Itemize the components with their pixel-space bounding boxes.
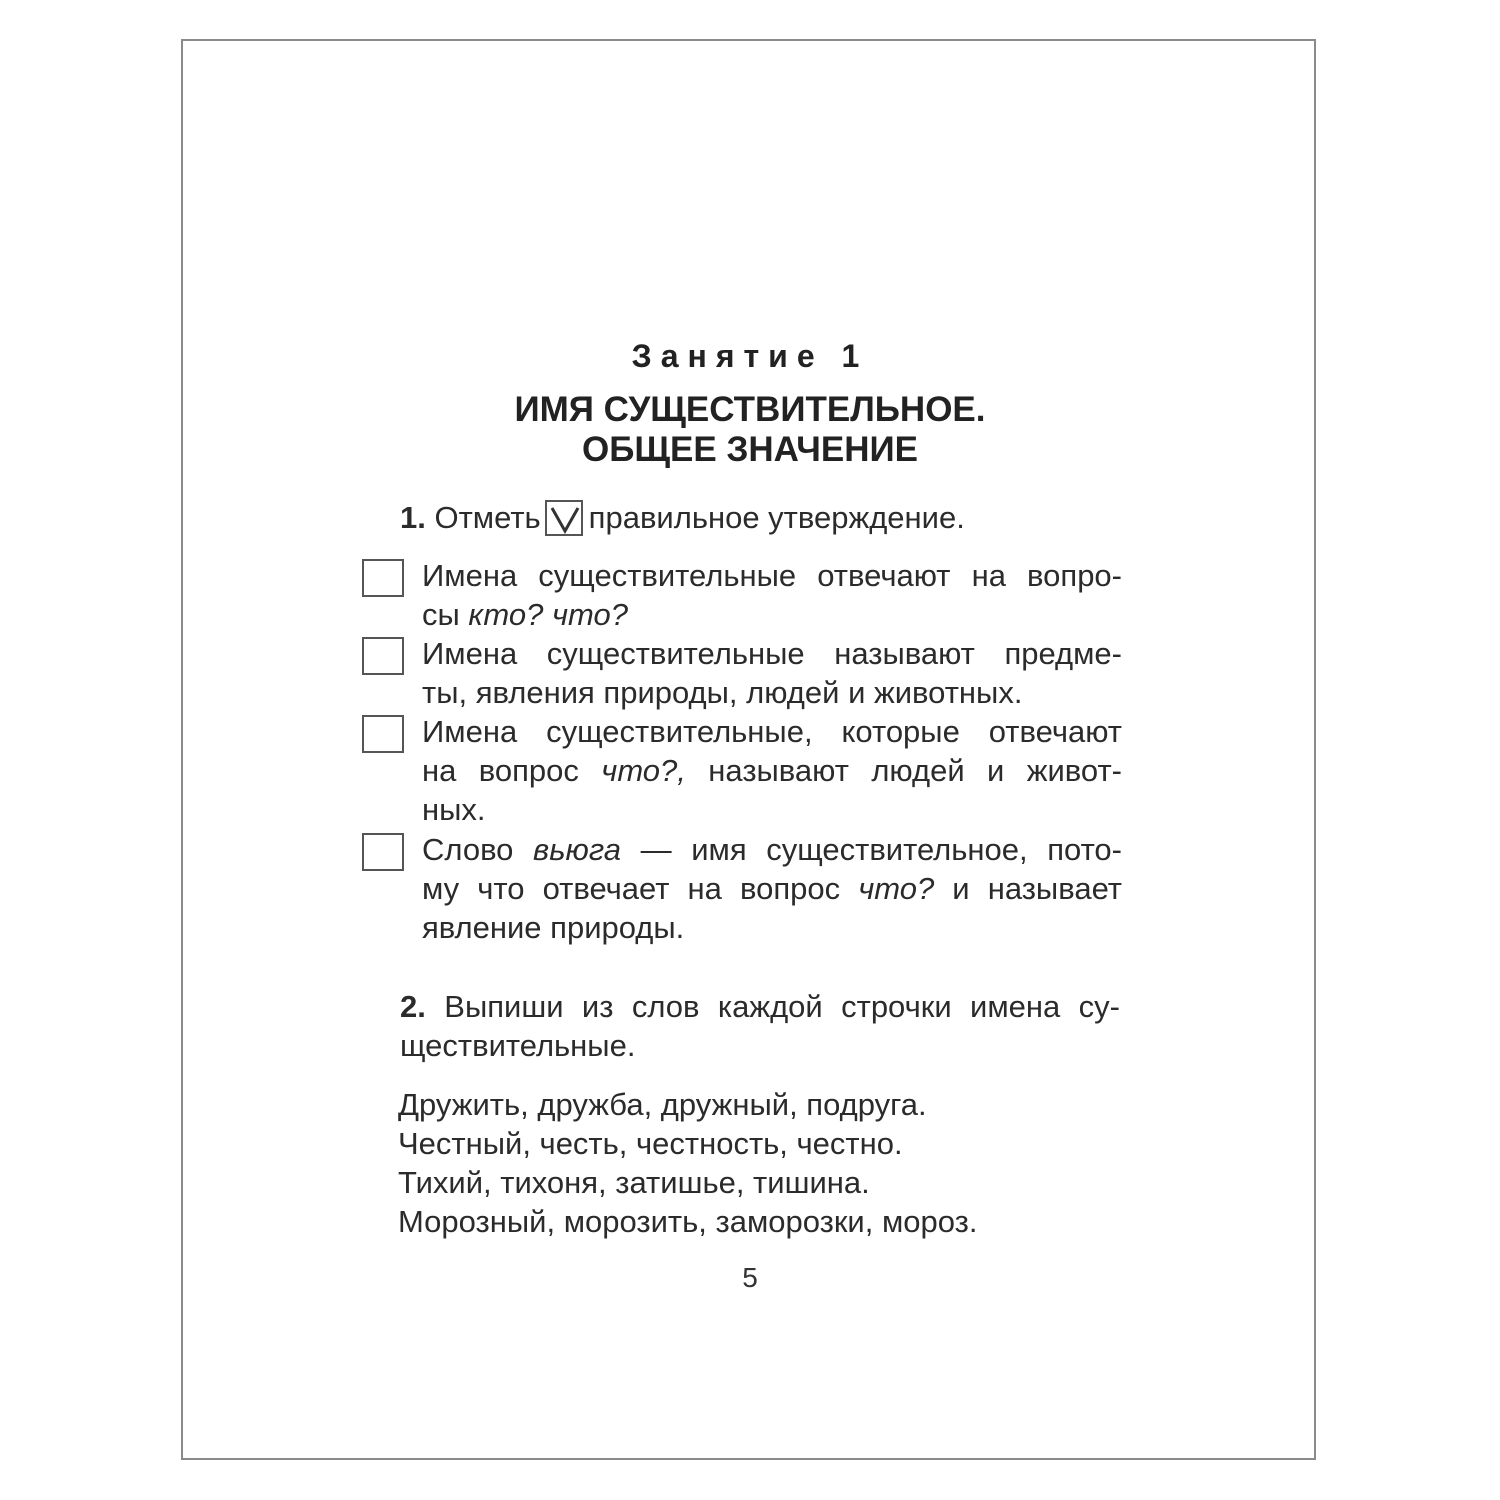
option-2-checkbox[interactable] (362, 637, 404, 675)
option-4-line-2: му что отвечает на вопрос что? и называет (422, 871, 1122, 906)
option-4-checkbox[interactable] (362, 833, 404, 871)
word-row-3: Тихий, тихоня, затишье, тишина. (398, 1165, 870, 1200)
task-1-number: 1. (400, 500, 426, 535)
option-2-line-2: ты, явления природы, людей и животных. (422, 675, 1023, 710)
word-row-2: Честный, честь, честность, честно. (398, 1126, 903, 1161)
page-number: 5 (742, 1262, 758, 1293)
topic-title-line-2: ОБЩЕЕ ЗНАЧЕНИЕ (582, 430, 918, 469)
task-2-line-2: ществительные. (400, 1028, 636, 1063)
task-1-text-after: правильное утверждение. (588, 500, 965, 535)
option-1-line-2: сы кто? что? (422, 597, 628, 632)
option-3-checkbox[interactable] (362, 715, 404, 753)
task-2-line-1: Выпиши из слов каждой строчки имена су- (444, 989, 1120, 1024)
task-2-instruction (400, 987, 1120, 1065)
option-3-line-2: на вопрос что?, называют людей и живот- (422, 753, 1122, 788)
option-1-checkbox[interactable] (362, 559, 404, 597)
option-4 (362, 830, 1122, 950)
option-1-line-1: Имена существительные отвечают на вопро- (422, 558, 1122, 593)
option-2 (362, 634, 1122, 714)
option-3 (362, 712, 1122, 832)
word-row-4: Морозный, морозить, заморозки, мороз. (398, 1204, 978, 1239)
option-4-line-1: Слово вьюга — имя существительное, пото- (422, 832, 1122, 867)
example-checkbox (545, 500, 583, 536)
check-mark-icon (550, 504, 580, 534)
lesson-heading: Занятие 1 (631, 338, 869, 374)
task-1-text-before: Отметь (434, 500, 541, 535)
word-rows (398, 1085, 977, 1241)
option-2-line-1: Имена существительные называют предме- (422, 636, 1122, 671)
topic-title-line-1: ИМЯ СУЩЕСТВИТЕЛЬНОЕ. (514, 390, 986, 429)
option-4-line-3: явление природы. (422, 910, 685, 945)
word-row-1: Дружить, дружба, дружный, подруга. (398, 1087, 927, 1122)
option-1 (362, 556, 1122, 636)
option-3-line-1: Имена существительные, которые отвечают (422, 714, 1122, 749)
option-3-line-3: ных. (422, 792, 486, 827)
task-2-number: 2. (400, 989, 426, 1024)
task-1-instruction (400, 498, 965, 537)
